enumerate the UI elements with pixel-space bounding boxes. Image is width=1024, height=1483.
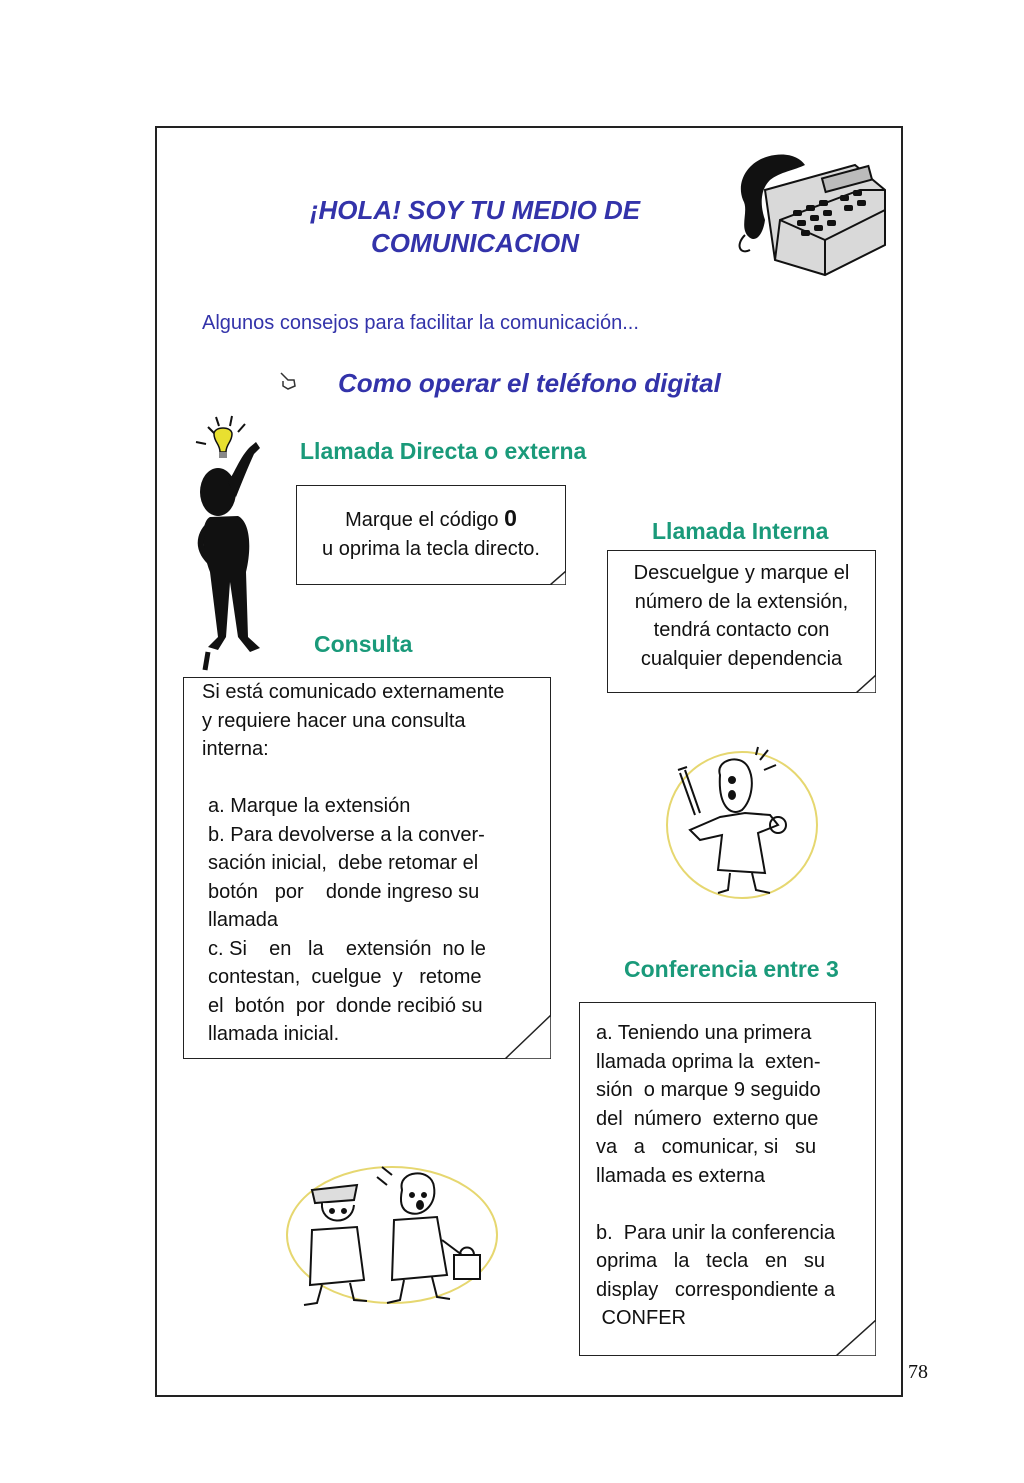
page-title [250,194,700,260]
telephone-icon [735,150,890,280]
interna-heading: Llamada Interna [652,518,829,544]
consulta-line: llamada inicial. [208,1023,340,1045]
page-number: 78 [908,1361,928,1383]
conferencia-line: b. Para unir la conferencia [596,1221,836,1244]
title-line-2: COMUNICACION [371,228,579,258]
consulta-line: contestan, cuelgue y retome [208,966,482,988]
consulta-line: a. Marque la extensión [208,795,411,817]
consulta-line: llamada [208,909,279,931]
conferencia-line: llamada oprima la exten- [596,1050,821,1073]
pointing-hand-icon [278,370,298,392]
conferencia-note [579,1002,876,1356]
conferencia-line: sión o marque 9 seguido [596,1079,821,1101]
woman-on-phone-icon [660,745,822,905]
conferencia-line: CONFER [596,1307,686,1329]
conferencia-line [596,1190,875,1219]
consulta-heading: Consulta [314,631,413,657]
directa-heading: Llamada Directa o externa [300,438,587,464]
interna-line: tendrá contacto con [653,619,830,641]
subtitle: Algunos consejos para facilitar la comunicación... [202,312,639,334]
interna-line: Descuelgue y marque el [633,562,850,584]
conferencia-line: va a comunicar, si su [596,1136,817,1158]
directa-line-1: Marque el código 0 [345,505,517,531]
interna-line: cualquier dependencia [640,647,843,670]
consulta-line: el botón por donde recibió su [208,994,483,1017]
conferencia-line: oprima la tecla en su [596,1250,825,1272]
section-title: Como operar el teléfono digital [338,368,721,398]
consulta-line: interna: [202,738,269,760]
consulta-line: sación inicial, debe retomar el [208,852,479,874]
consulta-line: c. Si en la extensión no le [208,937,486,960]
interna-note [607,550,876,693]
consulta-line: botón por donde ingreso su [208,880,480,903]
consulta-line: y requiere hacer una consulta [202,709,466,732]
conferencia-line: del número externo que [596,1107,819,1130]
consulta-line [202,764,550,793]
two-people-talking-icon [282,1155,502,1310]
directa-note [296,485,566,585]
conferencia-line: display correspondiente a [596,1278,836,1301]
directa-line-2: u oprima la tecla directo. [322,537,540,560]
consulta-note [183,677,551,1059]
title-line-1: ¡HOLA! SOY TU MEDIO DE [309,195,641,225]
conferencia-line: llamada es externa [596,1164,765,1187]
idea-figure-icon [190,412,275,677]
directa-code: 0 [504,505,517,531]
consulta-line: Si está comunicado externamente [202,681,505,703]
interna-line: número de la extensión, [634,590,849,613]
conferencia-heading: Conferencia entre 3 [624,956,839,982]
conferencia-line: a. Teniendo una primera [596,1022,812,1044]
consulta-line: b. Para devolverse a la conver- [208,823,485,846]
